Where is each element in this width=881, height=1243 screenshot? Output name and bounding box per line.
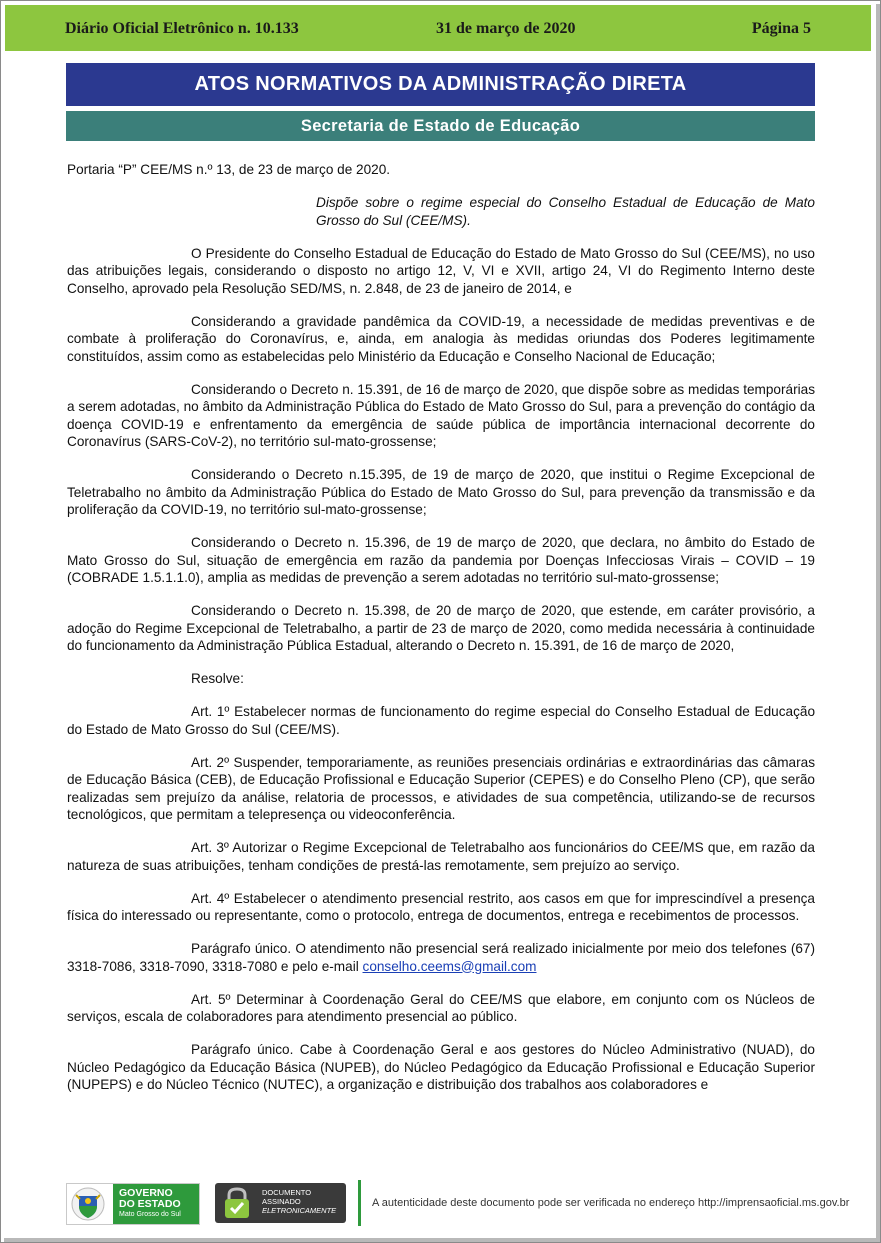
gov-line-3: Mato Grosso do Sul — [119, 1211, 181, 1218]
considerando-paragraph: Considerando o Decreto n. 15.391, de 16 de março de 2020, que dispõe sobre as medidas temporárias a serem adotadas, no âmbito da Administração Pública do Estado de Mato Grosso do Sul, para a prevenção do contágio da doença COVID-19 e enfrentamento da emergência de saúde pública de importância internacional decorrente do Coronavírus (SARS-CoV-2), no território sul-mato-grossense; — [67, 381, 815, 449]
state-coat-of-arms-icon — [71, 1187, 105, 1221]
page-number: Página 5 — [751, 20, 811, 37]
article-5: Art. 5º Determinar à Coordenação Geral do CEE/MS que elabore, em conjunto com os Núcleos de serviços, escala de colaboradores para atendimento presencial ao público. — [67, 991, 815, 1024]
seal-line-1: DOCUMENTO — [262, 1188, 312, 1197]
paragrafo-unico-art4 — [67, 940, 815, 975]
section-subtitle: Secretaria de Estado de Educação — [66, 111, 815, 141]
considerando-paragraph: Considerando o Decreto n. 15.398, de 20 de março de 2020, que estende, em caráter provisório, a adoção do Regime Excepcional de Teletrabalho, a partir de 23 de março de 2020, como medida necessária à continuidade do funcionamento da Administração Pública Estadual, alterando o Decreto n. 15.391, de 16 de março de 2020, — [67, 603, 815, 653]
gazette-header — [5, 5, 871, 51]
considerando-paragraph: Considerando a gravidade pandêmica da COVID-19, a necessidade de medidas preventivas e de combate à proliferação do Coronavírus, e, ainda, em analogia às medidas oriundas dos Poderes legitimamente constituídos, assim como as estabelecidas pelo Ministério da Educação e Conselho Nacional de Educação; — [67, 313, 815, 364]
electronic-signature-seal — [215, 1183, 346, 1223]
ementa: Dispõe sobre o regime especial do Conselho Estadual de Educação de Mato Grosso do Sul (CEE/MS). — [316, 195, 815, 228]
signed-document-check-icon — [220, 1186, 254, 1220]
seal-line-3: ELETRONICAMENTE — [262, 1206, 337, 1215]
article-1: Art. 1º Estabelecer normas de funcionamento do regime especial do Conselho Estadual de Educação do Estado de Mato Grosso do Sul (CEE/MS). — [67, 704, 815, 737]
gov-line-2: DO ESTADO — [119, 1198, 181, 1210]
portaria-heading: Portaria “P” CEE/MS n.º 13, de 23 de março de 2020. — [67, 162, 391, 177]
government-logo — [66, 1183, 200, 1225]
considerando-paragraph: Considerando o Decreto n. 15.396, de 19 de março de 2020, que declara, no âmbito do Estado de Mato Grosso do Sul, situação de emergência em razão da pandemia por Doenças Infecciosas Virais – COVID – 19 (COBRADE 1.5.1.1.0), amplia as medidas de prevenção a serem adotadas no território sul-mato-grossense; — [67, 535, 815, 585]
seal-line-2: ASSINADO — [262, 1197, 301, 1206]
article-3: Art. 3º Autorizar o Regime Excepcional de Teletrabalho aos funcionários do CEE/MS que, em razão da natureza de suas atribuições, tenham condições de prestá-las remotamente, sem prejuízo ao serviço. — [67, 840, 815, 873]
gazette-date: 31 de março de 2020 — [436, 20, 576, 37]
government-label — [113, 1184, 199, 1224]
paragrafo-unico-text: Parágrafo único. O atendimento não presencial será realizado inicialmente por meio dos telefones (67) 3318-7086, 3318-7090, 3318-7080 e pelo e-mail — [67, 941, 815, 974]
document-body — [67, 161, 815, 1109]
page-footer — [66, 1180, 850, 1226]
article-2: Art. 2º Suspender, temporariamente, as reuniões presenciais ordinárias e extraordinárias das câmaras de Educação Básica (CEB), de Educação Profissional e Educação Superior (CEPES) e do Conselho Pleno (CP), que serão realizadas sem prejuízo da análise, relatoria de processos, e atividades de sua competência, utilizando-se de recursos tecnológicos, que permitam a telepresença ou videoconferência. — [67, 754, 815, 822]
footer-divider — [358, 1180, 361, 1226]
gov-line-1: GOVERNO — [119, 1187, 173, 1199]
article-4: Art. 4º Estabelecer o atendimento presencial restrito, aos casos em que for imprescindível a presença física do interessado ou representante, como o protocolo, entrega de documentos, entrega e recebimentos de processos. — [67, 890, 815, 923]
paragrafo-unico-art5: Parágrafo único. Cabe à Coordenação Geral e aos gestores do Núcleo Administrativo (NUAD), do Núcleo Pedagógico da Educação Básica (NUPEB), do Núcleo Pedagógico da Educação Profissional e Educação Superior (NUPEPS) e do Núcleo Técnico (NUTEC), a organização e distribuição dos trabalhos aos colaboradores e — [67, 1042, 815, 1092]
email-link[interactable]: conselho.ceems@gmail.com — [362, 958, 537, 974]
section-title: ATOS NORMATIVOS DA ADMINISTRAÇÃO DIRETA — [66, 63, 815, 106]
authenticity-notice: A autenticidade deste documento pode ser verificada no endereço http://imprensaoficial.ms.gov.br — [372, 1197, 850, 1209]
resolve-paragraph: Resolve: — [191, 671, 244, 686]
preamble-paragraph: O Presidente do Conselho Estadual de Educação do Estado de Mato Grosso do Sul (CEE/MS), no uso das atribuições legais, considerando o disposto no artigo 12, V, VI e XVII, artigo 24, VI do Regimento Interno deste Conselho, aprovado pela Resolução SED/MS, n. 2.848, de 23 de janeiro de 2014, e — [67, 245, 815, 296]
considerando-paragraph: Considerando o Decreto n.15.395, de 19 de março de 2020, que institui o Regime Excepcional de Teletrabalho no âmbito da Administração Pública do Estado de Mato Grosso do Sul, para prevenção da transmissão e da proliferação da COVID-19, no território sul-mato-grossense; — [67, 467, 815, 517]
gazette-edition: Diário Oficial Eletrônico n. 10.133 — [65, 20, 299, 37]
